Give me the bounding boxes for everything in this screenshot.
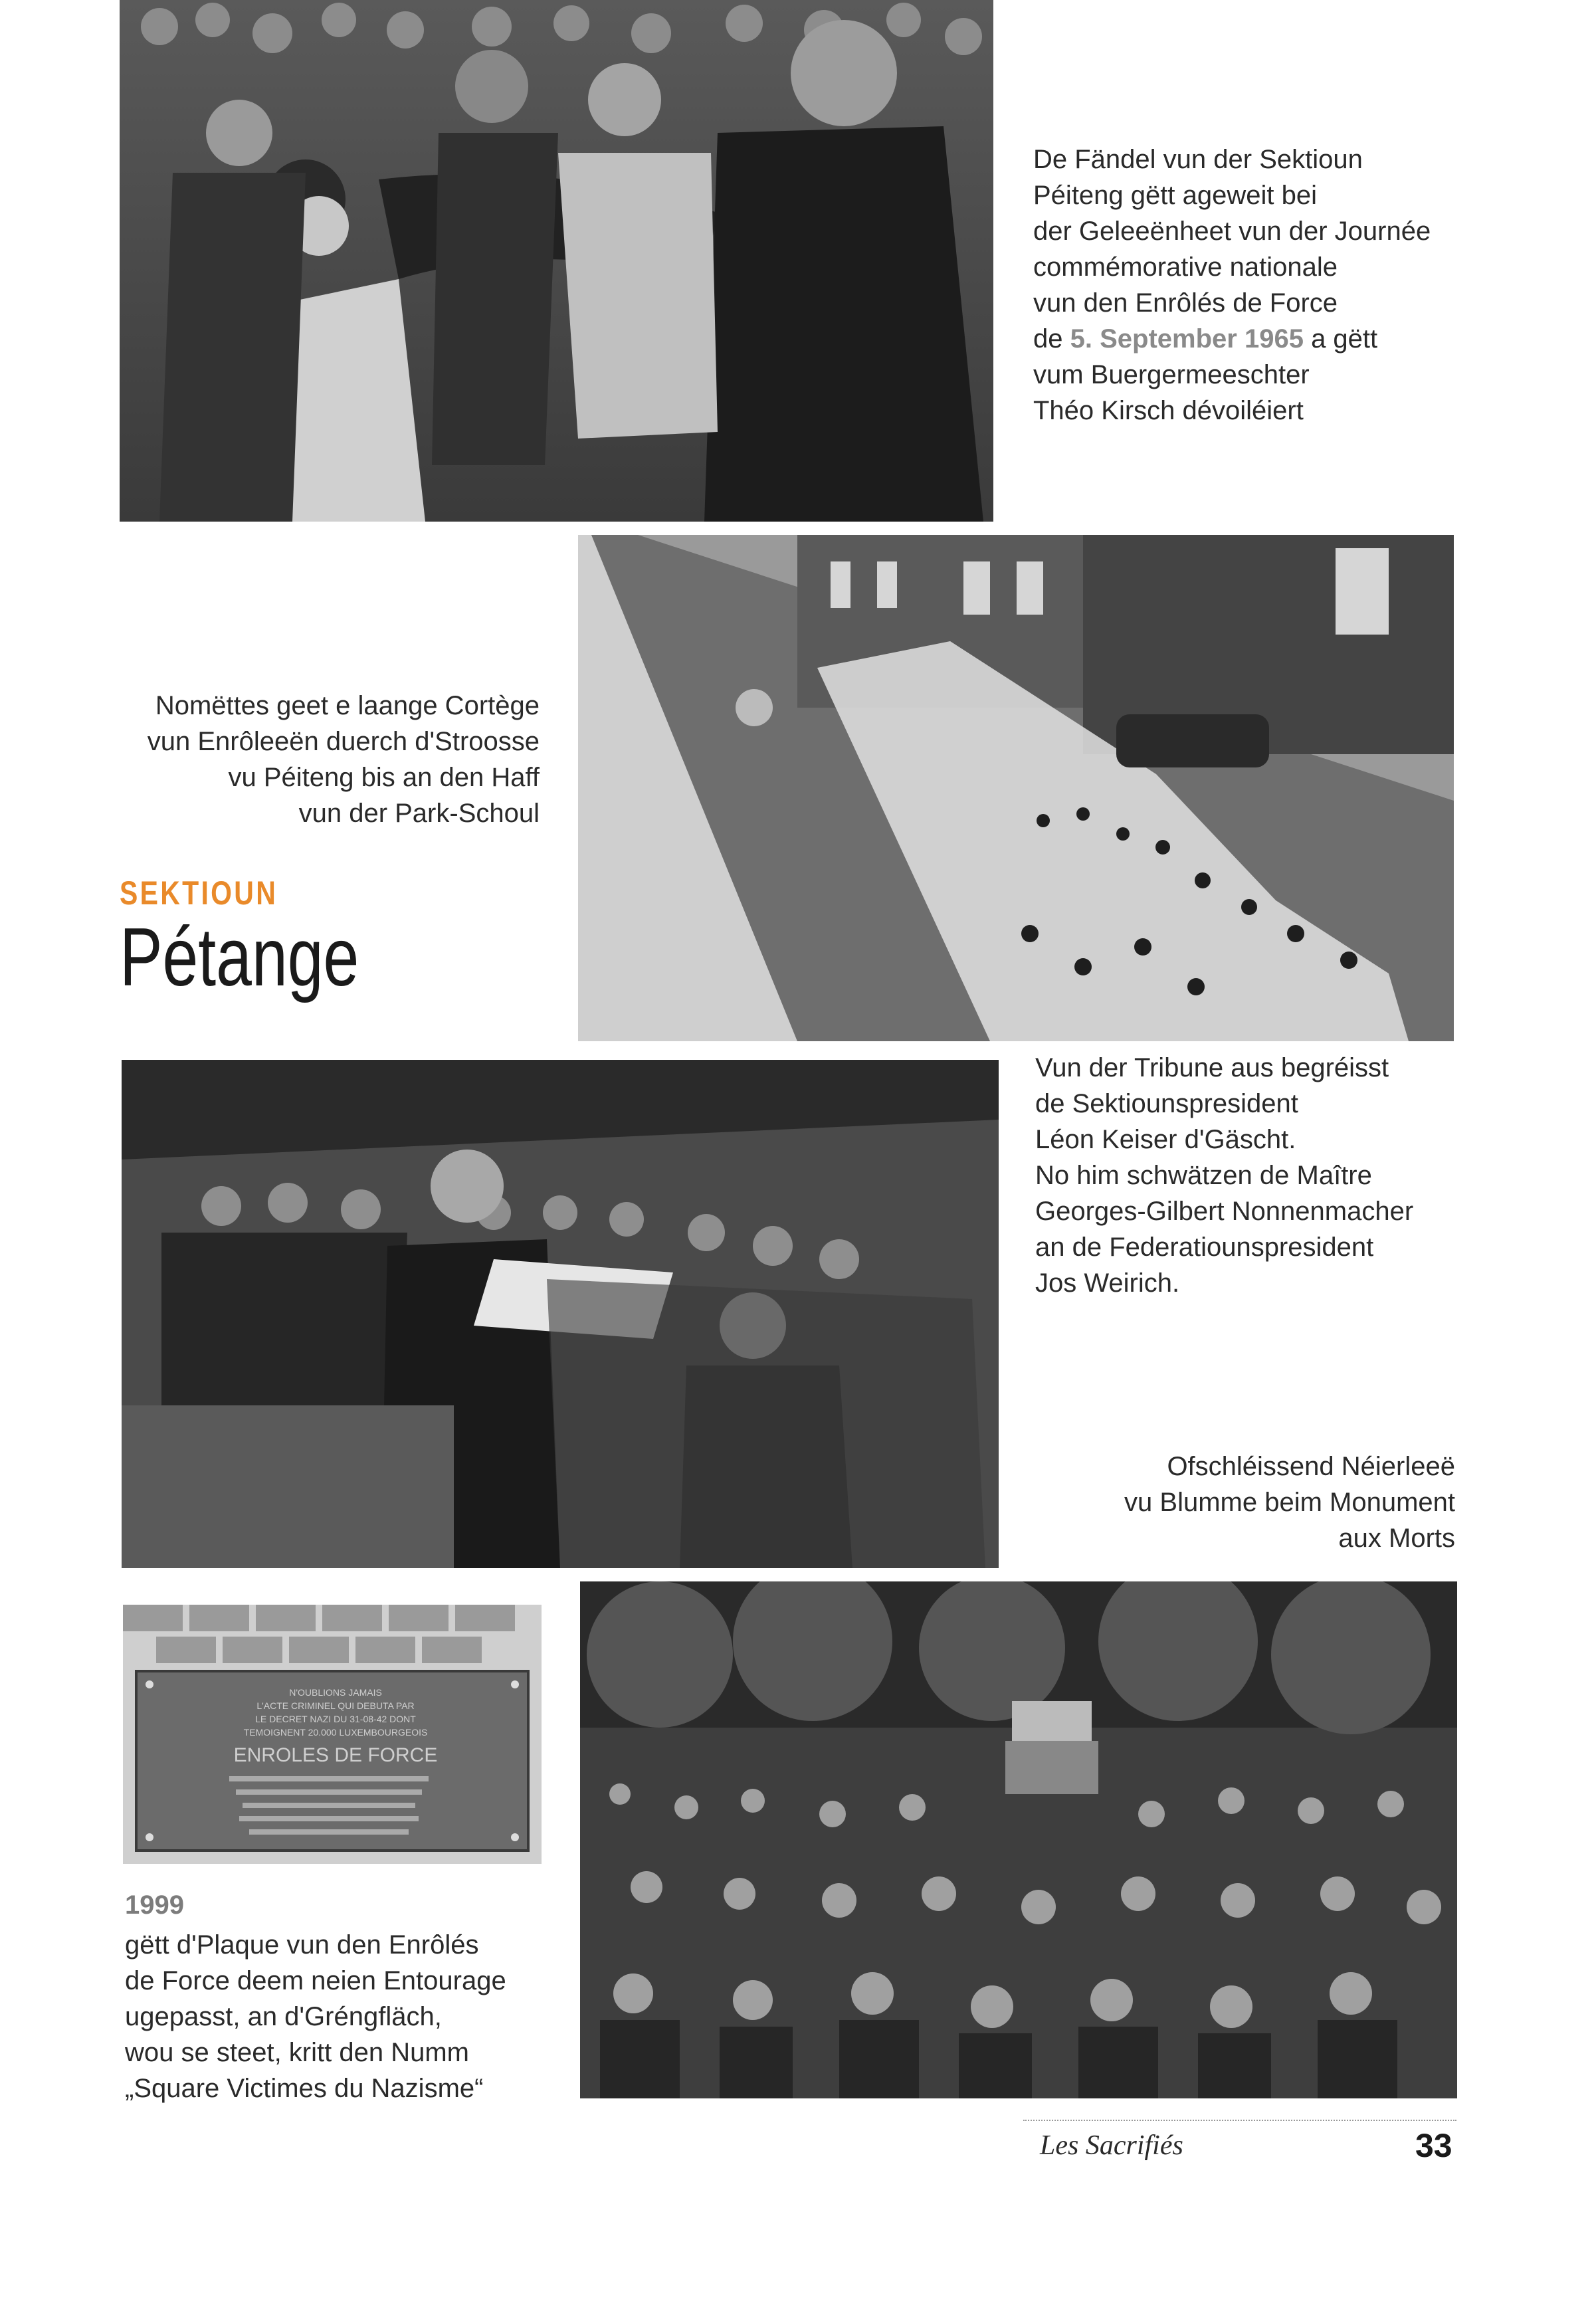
caption-flag-line: der Geleeënheet vun der Journée [1033, 217, 1431, 246]
caption-plaque-line: gëtt d'Plaque vun den Enrôlés [125, 1930, 479, 1960]
plaque-text-big: ENROLES DE FORCE [233, 1744, 438, 1766]
section-title: Pétange [120, 912, 359, 1003]
footer-publication: Les Sacrifiés [1040, 2130, 1183, 2161]
plaque-text-line: TEMOIGNENT 20.000 LUXEMBOURGEOIS [243, 1727, 428, 1738]
caption-parade-line: Nomëttes geet e laange Cortège [155, 691, 540, 720]
photo-monument-crowd [580, 1581, 1457, 2098]
caption-tribune-line: de Sektiounspresident [1035, 1089, 1298, 1118]
footer-divider [1023, 2120, 1456, 2121]
caption-flag-line-date [1033, 321, 1431, 357]
caption-tribune [1035, 1050, 1413, 1301]
caption-date: 5. September 1965 [1070, 324, 1304, 353]
caption-wreath [1124, 1449, 1455, 1556]
caption-flag-line: commémorative nationale [1033, 252, 1338, 282]
caption-plaque-line: „Square Victimes du Nazisme“ [125, 2074, 484, 2103]
page-number: 33 [1415, 2127, 1452, 2164]
caption-text: a gëtt [1311, 324, 1378, 353]
caption-flag-line: Théo Kirsch dévoiléiert [1033, 396, 1304, 425]
caption-wreath-line: vu Blumme beim Monument [1124, 1488, 1455, 1517]
caption-flag [1033, 142, 1431, 429]
plaque-year: 1999 [125, 1890, 184, 1920]
photo-tribune [122, 1060, 999, 1568]
caption-text: de [1033, 324, 1063, 353]
photo-parade [578, 535, 1454, 1041]
caption-tribune-line: No him schwätzen de Maître [1035, 1161, 1372, 1190]
caption-plaque-line: de Force deem neien Entourage [125, 1966, 506, 1995]
section-kicker: SEKTIOUN [120, 874, 278, 912]
caption-tribune-line: Georges-Gilbert Nonnenmacher [1035, 1197, 1414, 1226]
caption-tribune-line: Léon Keiser d'Gäscht. [1035, 1125, 1296, 1154]
plaque-text-line: N'OUBLIONS JAMAIS [289, 1687, 382, 1698]
caption-tribune-line: Vun der Tribune aus begréisst [1035, 1053, 1389, 1082]
plaque-text-line: LE DECRET NAZI DU 31-08-42 DONT [255, 1714, 416, 1724]
caption-parade-line: vu Péiteng bis an den Haff [228, 763, 540, 792]
caption-plaque [125, 1927, 506, 2106]
caption-wreath-line: Ofschléissend Néierleeë [1167, 1452, 1455, 1481]
caption-flag-line: De Fändel vun der Sektioun [1033, 145, 1363, 174]
plaque-text-line: L'ACTE CRIMINEL QUI DEBUTA PAR [256, 1700, 415, 1711]
caption-tribune-line: Jos Weirich. [1035, 1268, 1180, 1298]
caption-tribune-line: an de Federatiounspresident [1035, 1233, 1374, 1262]
caption-flag-line: Péiteng gëtt ageweit bei [1033, 181, 1317, 210]
caption-plaque-line: wou se steet, kritt den Numm [125, 2038, 469, 2067]
photo-plaque [123, 1605, 542, 1864]
caption-parade [148, 688, 540, 831]
photo-flag-ceremony [120, 0, 993, 522]
caption-flag-line: vum Buergermeeschter [1033, 360, 1310, 389]
caption-wreath-line: aux Morts [1338, 1524, 1455, 1553]
caption-flag-line: vun den Enrôlés de Force [1033, 288, 1338, 318]
caption-parade-line: vun Enrôleeën duerch d'Stroosse [147, 727, 540, 756]
caption-plaque-line: ugepasst, an d'Gréngfläch, [125, 2002, 442, 2031]
caption-parade-line: vun der Park-Schoul [298, 799, 540, 828]
